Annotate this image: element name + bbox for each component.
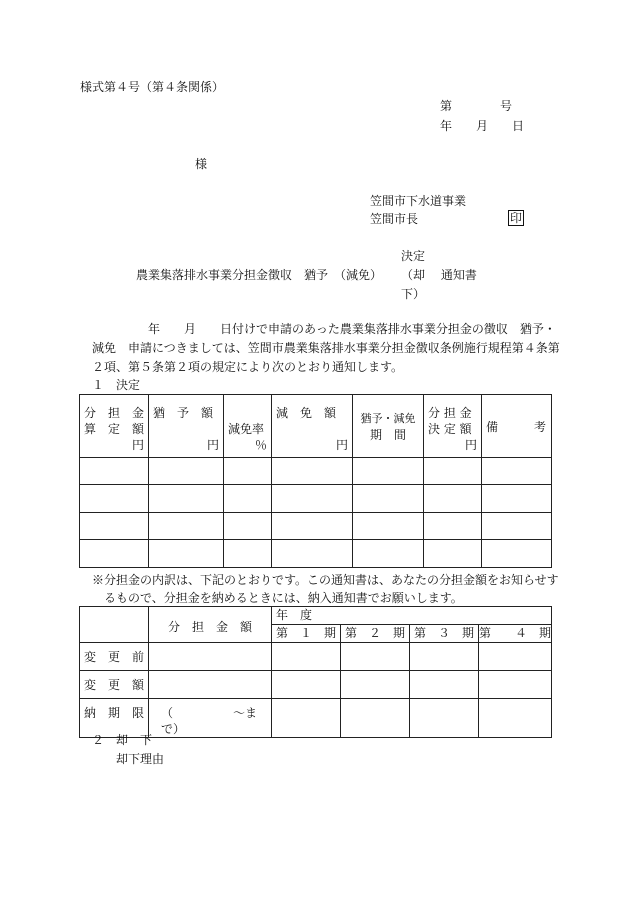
date-line: 年 月 日	[440, 119, 525, 133]
header-period-4	[479, 625, 552, 643]
header-label: 決 定 額	[428, 422, 472, 436]
header-label: 備 考	[486, 420, 547, 434]
header-reduction-amount	[272, 395, 353, 458]
header-deferral-amount	[149, 395, 224, 458]
document-number-line: 第 号	[440, 99, 513, 113]
breakdown-header-row-1	[80, 607, 552, 625]
body-line-3: ２項、第５条第２項の規定により次のとおり通知します。	[92, 360, 404, 374]
deadline-value: （ ～まで）	[161, 706, 258, 736]
header-label: 第 ４ 期	[479, 626, 552, 640]
header-remarks	[482, 395, 552, 458]
header-label: 分 担 金	[84, 406, 145, 420]
row-label-payment-deadline	[80, 699, 149, 738]
header-label: 猶 予 額	[153, 406, 214, 420]
row-label-before-change	[80, 643, 149, 671]
seal-mark: 印	[510, 211, 523, 225]
header-period-3	[410, 625, 479, 643]
blank-corner-cell	[80, 607, 149, 643]
decision-table	[79, 394, 552, 568]
issuer-organization: 笠間市下水道事業	[370, 194, 467, 208]
header-label: 減免率	[228, 422, 265, 436]
decision-header-row	[80, 395, 552, 458]
unit-label: 円	[131, 438, 144, 452]
note-line-2: るもので、分担金を納めるときには、納入通知書でお願いします。	[104, 591, 463, 605]
unit-label: ％	[254, 438, 267, 452]
row-label: 納 期 限	[83, 706, 144, 720]
table-row	[80, 485, 552, 513]
header-reduction-rate	[224, 395, 272, 458]
form-number: 様式第４号（第４条関係）	[80, 80, 225, 94]
header-label: 減 免 額	[276, 406, 337, 420]
header-period-1	[272, 625, 341, 643]
table-row	[80, 643, 552, 671]
addressee-honorific: 様	[195, 157, 208, 171]
header-period-2	[341, 625, 410, 643]
unit-label: 円	[206, 438, 219, 452]
table-row	[80, 513, 552, 540]
header-label: 第 ３ 期	[413, 626, 474, 640]
header-decided-amount	[424, 395, 482, 458]
header-label: 分 担 金	[428, 406, 472, 420]
row-label: 変 更 額	[83, 678, 144, 692]
row-label-change-amount	[80, 671, 149, 699]
header-label: 期 間	[369, 428, 406, 442]
seal-icon	[508, 211, 524, 225]
table-row	[80, 540, 552, 568]
header-fiscal-year	[272, 607, 552, 625]
header-charge-amount	[149, 607, 272, 643]
body-line-2: 減免 申請につきましては、笠間市農業集落排水事業分担金徴収条例施行規程第４条第	[92, 341, 560, 355]
header-label: 猶予・減免	[360, 412, 416, 425]
table-row	[80, 458, 552, 485]
breakdown-table	[79, 606, 552, 738]
table-row	[80, 671, 552, 699]
header-label: 第 １ 期	[275, 626, 336, 640]
body-line-1: 年 月 日付けで申請のあった農業集落排水事業分担金の徴収 猶予・	[148, 322, 556, 336]
row-label: 変 更 前	[83, 650, 144, 664]
section-rejection-heading: ２ 却 下	[92, 733, 153, 747]
title-option-decision: 決定	[401, 249, 426, 263]
title-option-rejection: （却 通知書	[401, 268, 477, 282]
note-line-1: ※分担金の内訳は、下記のとおりです。この通知書は、あなたの分担金額をお知らせす	[92, 573, 559, 587]
issuer-title: 笠間市長	[370, 212, 419, 226]
unit-label: 円	[335, 438, 348, 452]
header-label: 分 担 金 額	[167, 620, 252, 634]
header-calculated-amount	[80, 395, 149, 458]
document-title: 農業集落排水事業分担金徴収 猶予 （減免）	[136, 268, 383, 282]
header-deferral-period	[353, 395, 424, 458]
unit-label: 円	[464, 438, 477, 452]
header-label: 年 度	[276, 608, 313, 622]
deadline-value-cell	[149, 699, 272, 738]
title-option-rejection-end: 下）	[401, 287, 426, 301]
section-decision-heading: １ 決定	[92, 378, 141, 392]
table-row	[80, 699, 552, 738]
header-label: 第 ２ 期	[344, 626, 405, 640]
header-label: 算 定 額	[84, 422, 145, 436]
rejection-reason-label: 却下理由	[116, 752, 165, 766]
